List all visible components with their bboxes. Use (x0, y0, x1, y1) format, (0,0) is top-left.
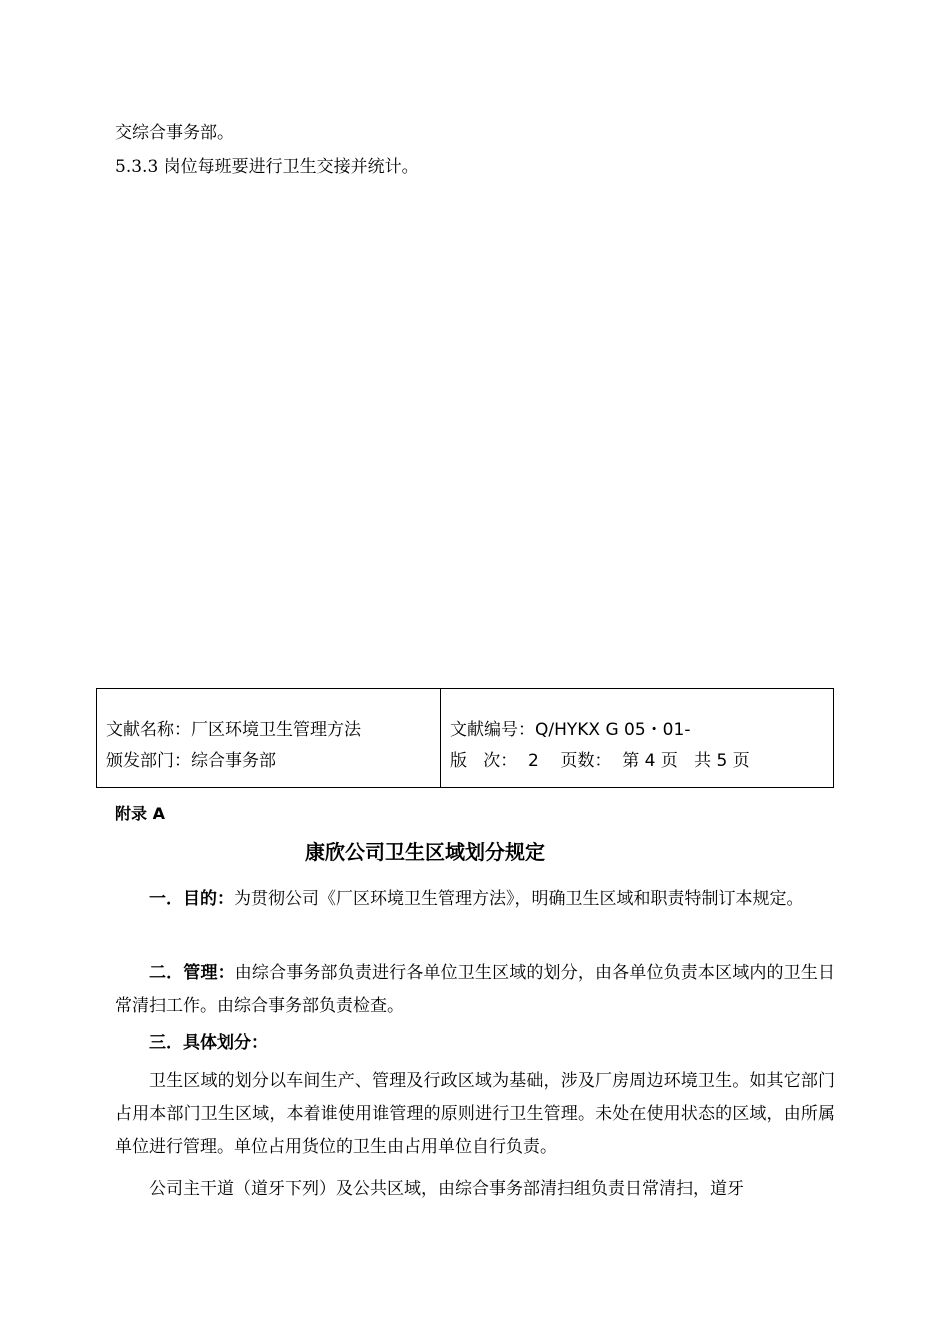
appendix-title: 康欣公司卫生区域划分规定 (305, 840, 545, 864)
paragraph-purpose-heading: 一．目的： (149, 889, 234, 909)
division-heading: 三．具体划分： (149, 1033, 268, 1053)
doc-name-field: 文献名称：厂区环境卫生管理方法 (106, 720, 361, 740)
paragraph-main-road: 公司主干道（道牙下列）及公共区域，由综合事务部清扫组负责日常清扫，道牙 (149, 1179, 744, 1199)
paragraph-division-rules: 卫生区域的划分以车间生产、管理及行政区域为基础，涉及厂房周边环境卫生。如其它部门占用本部门卫生区域，本着谁使用谁管理的原则进行卫生管理。未处在使用状态的区域，由所属单位进行管理。单位占用货位的卫生由占用单位自行负责。 (115, 1071, 835, 1157)
paragraph-management-text: 由综合事务部负责进行各单位卫生区域的划分，由各单位负责本区域内的卫生日常清扫工作。由综合事务部负责检查。 (115, 963, 836, 1016)
paragraph-purpose-text: 为贯彻公司《厂区环境卫生管理方法》，明确卫生区域和职责特制订本规定。 (234, 889, 804, 909)
paragraph-division-heading (115, 1027, 835, 1060)
appendix-label: 附录 A (115, 804, 165, 823)
document-header-table (96, 688, 834, 788)
version-pages-field: 版 次： 2 页数： 第 4 页 共 5 页 (450, 751, 750, 771)
paragraph-purpose (115, 883, 835, 916)
doc-number-field: 文献编号：Q/HYKX G 05・01- (450, 720, 691, 740)
previous-section-line-2: 5.3.3 岗位每班要进行卫生交接并统计。 (115, 157, 419, 177)
issuing-department-field: 颁发部门：综合事务部 (106, 751, 276, 771)
previous-section-line-1: 交综合事务部。 (115, 123, 234, 143)
previous-section (115, 121, 419, 189)
paragraph-management-heading: 二．管理： (149, 963, 235, 983)
paragraph-management (115, 957, 835, 1023)
header-table-divider (440, 689, 441, 787)
